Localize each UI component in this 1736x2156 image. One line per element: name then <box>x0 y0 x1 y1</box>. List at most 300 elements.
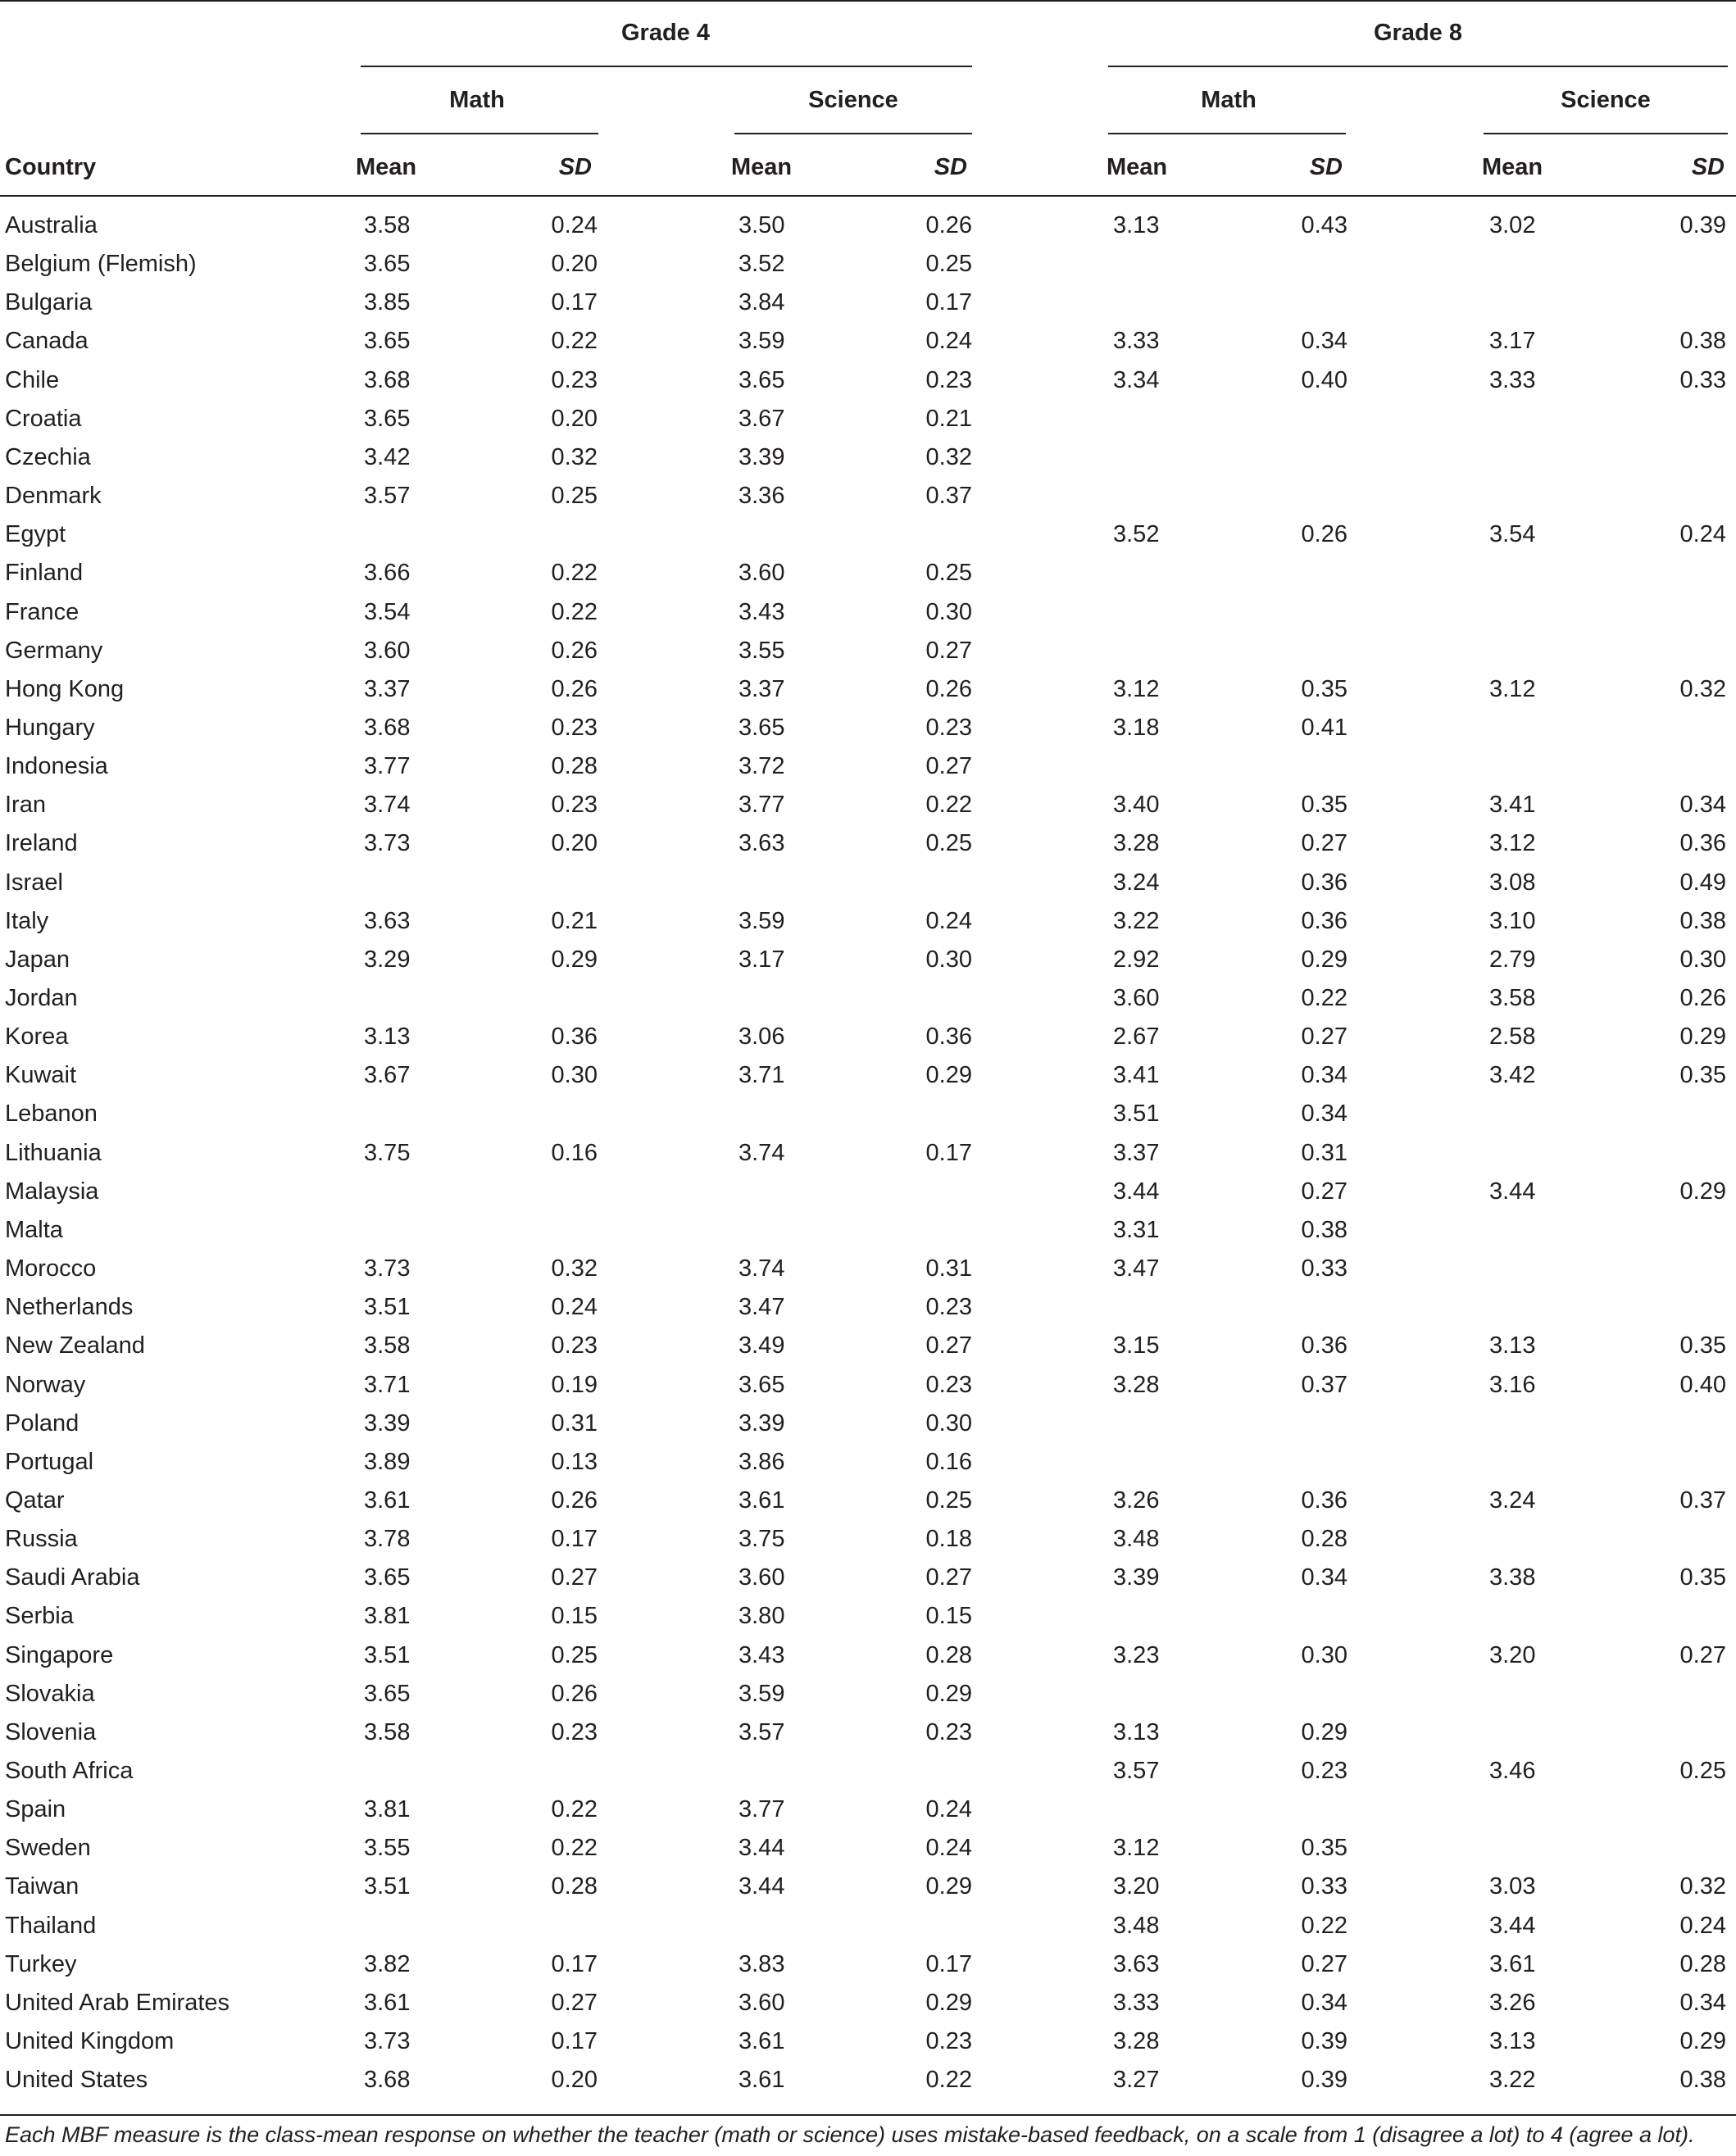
cell-g4-science-mean: 3.77 <box>738 1796 785 1822</box>
header-country: Country <box>5 154 97 180</box>
cell-country: Korea <box>5 1024 69 1050</box>
cell-g4-science-mean: 3.83 <box>738 1951 785 1977</box>
rule-g8-science <box>1484 133 1728 134</box>
cell-g4-science-mean: 3.74 <box>738 1140 785 1166</box>
cell-g4-math-sd: 0.32 <box>551 1255 598 1282</box>
cell-g4-math-sd: 0.28 <box>551 1873 598 1900</box>
cell-g4-science-sd: 0.30 <box>925 599 972 625</box>
cell-g8-math-mean: 3.23 <box>1113 1642 1160 1668</box>
cell-g8-math-sd: 0.22 <box>1301 1913 1347 1939</box>
cell-g8-math-mean: 2.67 <box>1113 1024 1160 1050</box>
cell-g4-math-mean: 3.37 <box>364 676 411 702</box>
cell-g8-math-mean: 3.40 <box>1113 792 1160 818</box>
cell-g4-math-sd: 0.23 <box>551 1332 598 1359</box>
header-g8-science: Science <box>1561 87 1651 113</box>
cell-g8-science-mean: 3.24 <box>1489 1487 1536 1514</box>
cell-country: Turkey <box>5 1951 77 1977</box>
cell-g8-science-sd: 0.30 <box>1679 946 1726 973</box>
cell-g4-science-sd: 0.27 <box>925 1564 972 1591</box>
cell-country: Russia <box>5 1526 78 1552</box>
cell-g8-math-sd: 0.33 <box>1301 1255 1347 1282</box>
cell-g4-math-mean: 3.75 <box>364 1140 411 1166</box>
cell-g8-math-mean: 3.52 <box>1113 521 1160 547</box>
cell-g4-math-mean: 3.73 <box>364 2028 411 2054</box>
cell-country: Bulgaria <box>5 289 93 315</box>
cell-country: Australia <box>5 212 98 238</box>
cell-g4-math-sd: 0.20 <box>551 2067 598 2093</box>
cell-g4-math-sd: 0.19 <box>551 1372 598 1398</box>
cell-g8-math-mean: 3.41 <box>1113 1062 1160 1088</box>
cell-g8-math-mean: 3.44 <box>1113 1178 1160 1205</box>
cell-g8-math-sd: 0.31 <box>1301 1140 1347 1166</box>
cell-country: United Arab Emirates <box>5 1990 230 2016</box>
cell-g4-science-mean: 3.37 <box>738 676 785 702</box>
cell-g4-math-mean: 3.54 <box>364 599 411 625</box>
cell-g4-math-sd: 0.25 <box>551 483 598 509</box>
cell-g8-math-sd: 0.34 <box>1301 1990 1347 2016</box>
cell-g8-math-sd: 0.27 <box>1301 830 1347 856</box>
cell-g4-math-mean: 3.65 <box>364 406 411 432</box>
cell-g8-science-sd: 0.28 <box>1679 1951 1726 1977</box>
cell-g4-science-sd: 0.21 <box>925 406 972 432</box>
cell-g4-math-mean: 3.58 <box>364 212 411 238</box>
cell-g8-math-mean: 3.28 <box>1113 2028 1160 2054</box>
cell-country: Singapore <box>5 1642 114 1668</box>
cell-g4-science-sd: 0.22 <box>925 792 972 818</box>
cell-country: Malaysia <box>5 1178 99 1205</box>
header-g4-math: Math <box>449 87 505 113</box>
cell-g4-science-sd: 0.29 <box>925 1681 972 1707</box>
cell-g8-math-mean: 3.13 <box>1113 212 1160 238</box>
cell-g4-science-sd: 0.30 <box>925 1410 972 1437</box>
cell-g8-math-sd: 0.35 <box>1301 1835 1347 1861</box>
cell-g8-science-mean: 3.03 <box>1489 1873 1536 1900</box>
cell-g8-science-sd: 0.38 <box>1679 908 1726 934</box>
cell-g4-math-sd: 0.24 <box>551 212 598 238</box>
cell-country: Italy <box>5 908 49 934</box>
cell-g4-science-mean: 3.59 <box>738 328 785 354</box>
cell-g8-science-sd: 0.26 <box>1679 985 1726 1011</box>
cell-g4-science-sd: 0.27 <box>925 753 972 779</box>
cell-g4-science-sd: 0.25 <box>925 251 972 277</box>
cell-g4-science-mean: 3.43 <box>738 599 785 625</box>
cell-g8-science-mean: 3.44 <box>1489 1178 1536 1205</box>
cell-g4-math-mean: 3.65 <box>364 328 411 354</box>
cell-g4-science-sd: 0.22 <box>925 2067 972 2093</box>
cell-g4-science-sd: 0.32 <box>925 444 972 470</box>
cell-g4-science-sd: 0.23 <box>925 367 972 393</box>
cell-g8-science-sd: 0.33 <box>1679 367 1726 393</box>
cell-country: Hungary <box>5 715 95 741</box>
cell-g4-science-sd: 0.30 <box>925 946 972 973</box>
cell-g4-math-sd: 0.22 <box>551 599 598 625</box>
cell-g4-science-mean: 3.61 <box>738 2028 785 2054</box>
header-g4-math-sd: SD <box>558 154 592 180</box>
cell-g8-science-mean: 3.13 <box>1489 1332 1536 1359</box>
cell-g4-science-mean: 3.39 <box>738 1410 785 1437</box>
cell-country: Thailand <box>5 1913 97 1939</box>
cell-g8-math-sd: 0.23 <box>1301 1758 1347 1784</box>
cell-country: South Africa <box>5 1758 134 1784</box>
cell-g4-math-sd: 0.21 <box>551 908 598 934</box>
cell-g8-math-sd: 0.34 <box>1301 328 1347 354</box>
cell-g4-science-mean: 3.36 <box>738 483 785 509</box>
cell-g8-science-mean: 3.16 <box>1489 1372 1536 1398</box>
header-g4-math-mean: Mean <box>356 154 417 180</box>
cell-country: Malta <box>5 1217 63 1243</box>
cell-g4-science-sd: 0.17 <box>925 1951 972 1977</box>
cell-g4-math-sd: 0.32 <box>551 444 598 470</box>
cell-g8-math-mean: 2.92 <box>1113 946 1160 973</box>
cell-g8-math-sd: 0.36 <box>1301 1332 1347 1359</box>
cell-g4-science-mean: 3.49 <box>738 1332 785 1359</box>
header-g8-math: Math <box>1201 87 1257 113</box>
rule-g4-science <box>734 133 972 134</box>
cell-g4-math-mean: 3.77 <box>364 753 411 779</box>
cell-g8-science-sd: 0.24 <box>1679 1913 1726 1939</box>
cell-g4-science-sd: 0.23 <box>925 1372 972 1398</box>
header-g8-science-mean: Mean <box>1482 154 1543 180</box>
cell-g4-math-sd: 0.28 <box>551 753 598 779</box>
rule-g4-math <box>361 133 598 134</box>
header-grade-8: Grade 8 <box>1374 20 1462 46</box>
cell-g4-math-sd: 0.22 <box>551 1796 598 1822</box>
cell-g4-science-mean: 3.65 <box>738 367 785 393</box>
cell-g4-math-mean: 3.55 <box>364 1835 411 1861</box>
cell-g4-science-mean: 3.17 <box>738 946 785 973</box>
cell-g8-science-mean: 3.33 <box>1489 367 1536 393</box>
cell-g4-science-mean: 3.47 <box>738 1294 785 1320</box>
cell-g8-math-mean: 3.28 <box>1113 830 1160 856</box>
cell-country: Morocco <box>5 1255 97 1282</box>
cell-g8-math-mean: 3.13 <box>1113 1719 1160 1745</box>
cell-g4-science-sd: 0.24 <box>925 908 972 934</box>
cell-g8-math-mean: 3.60 <box>1113 985 1160 1011</box>
cell-g4-math-mean: 3.51 <box>364 1873 411 1900</box>
cell-g8-math-mean: 3.48 <box>1113 1913 1160 1939</box>
cell-g8-math-sd: 0.35 <box>1301 676 1347 702</box>
cell-g8-science-mean: 3.61 <box>1489 1951 1536 1977</box>
cell-country: Ireland <box>5 830 78 856</box>
header-g8-math-sd: SD <box>1309 154 1343 180</box>
cell-g8-math-sd: 0.40 <box>1301 367 1347 393</box>
cell-g8-math-sd: 0.35 <box>1301 792 1347 818</box>
cell-g8-math-sd: 0.29 <box>1301 1719 1347 1745</box>
header-g4-science: Science <box>808 87 898 113</box>
cell-g4-science-mean: 3.59 <box>738 1681 785 1707</box>
cell-g4-science-sd: 0.29 <box>925 1062 972 1088</box>
cell-g4-science-sd: 0.16 <box>925 1449 972 1475</box>
cell-g4-math-sd: 0.23 <box>551 792 598 818</box>
cell-g4-science-mean: 3.44 <box>738 1873 785 1900</box>
cell-g8-science-mean: 3.12 <box>1489 830 1536 856</box>
cell-g8-science-mean: 3.58 <box>1489 985 1536 1011</box>
cell-g4-science-sd: 0.17 <box>925 1140 972 1166</box>
cell-g4-science-mean: 3.50 <box>738 212 785 238</box>
cell-g4-math-mean: 3.85 <box>364 289 411 315</box>
cell-g8-science-sd: 0.34 <box>1679 1990 1726 2016</box>
cell-g4-science-mean: 3.61 <box>738 2067 785 2093</box>
cell-g8-math-mean: 3.37 <box>1113 1140 1160 1166</box>
cell-g8-math-sd: 0.29 <box>1301 946 1347 973</box>
cell-g8-science-sd: 0.32 <box>1679 676 1726 702</box>
cell-g8-math-sd: 0.36 <box>1301 869 1347 896</box>
cell-g8-math-mean: 3.27 <box>1113 2067 1160 2093</box>
cell-g8-science-mean: 3.12 <box>1489 676 1536 702</box>
cell-g4-math-sd: 0.16 <box>551 1140 598 1166</box>
cell-g8-science-sd: 0.25 <box>1679 1758 1726 1784</box>
cell-g4-science-sd: 0.29 <box>925 1873 972 1900</box>
cell-country: Indonesia <box>5 753 108 779</box>
cell-country: Lithuania <box>5 1140 102 1166</box>
cell-g8-science-sd: 0.27 <box>1679 1642 1726 1668</box>
cell-g8-science-mean: 3.08 <box>1489 869 1536 896</box>
cell-g8-math-mean: 3.48 <box>1113 1526 1160 1552</box>
cell-g4-math-sd: 0.13 <box>551 1449 598 1475</box>
cell-g4-science-sd: 0.27 <box>925 638 972 664</box>
cell-g8-math-sd: 0.34 <box>1301 1062 1347 1088</box>
cell-g8-math-sd: 0.34 <box>1301 1564 1347 1591</box>
cell-g8-math-mean: 3.15 <box>1113 1332 1160 1359</box>
cell-g8-math-sd: 0.34 <box>1301 1101 1347 1127</box>
cell-g4-math-mean: 3.82 <box>364 1951 411 1977</box>
cell-g4-math-sd: 0.26 <box>551 1487 598 1514</box>
cell-country: Norway <box>5 1372 86 1398</box>
cell-g4-math-mean: 3.67 <box>364 1062 411 1088</box>
top-rule <box>0 0 1736 2</box>
cell-g8-math-mean: 3.24 <box>1113 869 1160 896</box>
cell-g4-math-sd: 0.17 <box>551 289 598 315</box>
cell-g8-science-sd: 0.29 <box>1679 1024 1726 1050</box>
cell-country: France <box>5 599 80 625</box>
cell-g4-math-sd: 0.31 <box>551 1410 598 1437</box>
cell-g8-math-mean: 3.20 <box>1113 1873 1160 1900</box>
cell-g8-science-sd: 0.37 <box>1679 1487 1726 1514</box>
cell-g8-science-mean: 3.38 <box>1489 1564 1536 1591</box>
cell-g4-math-mean: 3.42 <box>364 444 411 470</box>
cell-g8-science-sd: 0.40 <box>1679 1372 1726 1398</box>
cell-g4-science-sd: 0.25 <box>925 560 972 586</box>
cell-g4-math-mean: 3.58 <box>364 1332 411 1359</box>
cell-g8-science-sd: 0.35 <box>1679 1564 1726 1591</box>
cell-g8-math-sd: 0.27 <box>1301 1024 1347 1050</box>
cell-country: Spain <box>5 1796 66 1822</box>
cell-g4-math-mean: 3.61 <box>364 1990 411 2016</box>
cell-g4-math-mean: 3.74 <box>364 792 411 818</box>
cell-g8-science-mean: 3.42 <box>1489 1062 1536 1088</box>
cell-g4-science-mean: 3.63 <box>738 830 785 856</box>
cell-g8-math-sd: 0.33 <box>1301 1873 1347 1900</box>
cell-g4-science-mean: 3.72 <box>738 753 785 779</box>
cell-g4-math-mean: 3.57 <box>364 483 411 509</box>
cell-country: United Kingdom <box>5 2028 175 2054</box>
cell-g4-math-mean: 3.51 <box>364 1642 411 1668</box>
cell-g8-math-sd: 0.41 <box>1301 715 1347 741</box>
cell-g8-science-mean: 3.02 <box>1489 212 1536 238</box>
cell-g4-math-mean: 3.68 <box>364 2067 411 2093</box>
header-g8-math-mean: Mean <box>1107 154 1168 180</box>
cell-g4-math-sd: 0.22 <box>551 328 598 354</box>
cell-g4-math-sd: 0.26 <box>551 676 598 702</box>
cell-g4-science-sd: 0.15 <box>925 1603 972 1629</box>
cell-g8-math-mean: 3.47 <box>1113 1255 1160 1282</box>
cell-g8-science-sd: 0.35 <box>1679 1332 1726 1359</box>
cell-g8-science-sd: 0.38 <box>1679 2067 1726 2093</box>
cell-g4-science-mean: 3.75 <box>738 1526 785 1552</box>
cell-g4-math-sd: 0.17 <box>551 1526 598 1552</box>
cell-g8-math-mean: 3.33 <box>1113 1990 1160 2016</box>
cell-g4-math-mean: 3.29 <box>364 946 411 973</box>
cell-g4-science-sd: 0.36 <box>925 1024 972 1050</box>
cell-country: Canada <box>5 328 89 354</box>
rule-grade-8 <box>1108 66 1728 67</box>
cell-country: Egypt <box>5 521 66 547</box>
cell-g4-math-mean: 3.61 <box>364 1487 411 1514</box>
cell-g4-math-mean: 3.81 <box>364 1796 411 1822</box>
cell-g4-math-sd: 0.36 <box>551 1024 598 1050</box>
cell-g8-math-mean: 3.33 <box>1113 328 1160 354</box>
cell-g8-math-sd: 0.27 <box>1301 1951 1347 1977</box>
cell-g4-math-mean: 3.51 <box>364 1294 411 1320</box>
cell-country: Kuwait <box>5 1062 77 1088</box>
cell-g4-science-sd: 0.23 <box>925 715 972 741</box>
cell-g4-math-sd: 0.17 <box>551 1951 598 1977</box>
cell-g4-science-sd: 0.17 <box>925 289 972 315</box>
cell-g8-math-sd: 0.28 <box>1301 1526 1347 1552</box>
cell-g8-science-mean: 2.58 <box>1489 1024 1536 1050</box>
cell-g4-math-mean: 3.73 <box>364 830 411 856</box>
cell-country: Denmark <box>5 483 102 509</box>
cell-g4-science-mean: 3.74 <box>738 1255 785 1282</box>
cell-g4-science-mean: 3.44 <box>738 1835 785 1861</box>
cell-g4-science-mean: 3.71 <box>738 1062 785 1088</box>
cell-g4-science-mean: 3.60 <box>738 1990 785 2016</box>
cell-g4-science-mean: 3.65 <box>738 1372 785 1398</box>
cell-g8-math-mean: 3.28 <box>1113 1372 1160 1398</box>
cell-g4-math-mean: 3.71 <box>364 1372 411 1398</box>
cell-g4-science-mean: 3.52 <box>738 251 785 277</box>
cell-g8-science-mean: 3.17 <box>1489 328 1536 354</box>
cell-g4-science-sd: 0.23 <box>925 1294 972 1320</box>
header-grade-4: Grade 4 <box>621 20 710 46</box>
cell-country: Japan <box>5 946 70 973</box>
cell-g8-science-mean: 3.41 <box>1489 792 1536 818</box>
cell-g4-math-sd: 0.23 <box>551 1719 598 1745</box>
cell-g8-science-mean: 3.26 <box>1489 1990 1536 2016</box>
cell-g8-science-sd: 0.38 <box>1679 328 1726 354</box>
cell-g8-science-sd: 0.36 <box>1679 830 1726 856</box>
cell-g8-math-sd: 0.37 <box>1301 1372 1347 1398</box>
cell-country: Poland <box>5 1410 80 1437</box>
cell-g8-science-sd: 0.35 <box>1679 1062 1726 1088</box>
cell-g8-science-sd: 0.24 <box>1679 521 1726 547</box>
cell-g4-math-mean: 3.73 <box>364 1255 411 1282</box>
cell-g4-math-mean: 3.60 <box>364 638 411 664</box>
cell-g8-math-sd: 0.30 <box>1301 1642 1347 1668</box>
cell-g4-math-sd: 0.29 <box>551 946 598 973</box>
cell-g4-science-sd: 0.37 <box>925 483 972 509</box>
cell-g4-science-mean: 3.80 <box>738 1603 785 1629</box>
cell-g4-science-sd: 0.24 <box>925 1835 972 1861</box>
cell-g8-science-sd: 0.29 <box>1679 1178 1726 1205</box>
cell-g4-science-sd: 0.18 <box>925 1526 972 1552</box>
cell-g4-science-mean: 3.65 <box>738 715 785 741</box>
cell-g8-science-sd: 0.29 <box>1679 2028 1726 2054</box>
cell-g8-math-mean: 3.12 <box>1113 1835 1160 1861</box>
cell-g4-science-sd: 0.26 <box>925 676 972 702</box>
cell-g4-math-mean: 3.13 <box>364 1024 411 1050</box>
cell-g8-math-sd: 0.39 <box>1301 2067 1347 2093</box>
cell-g4-math-sd: 0.27 <box>551 1564 598 1591</box>
cell-g4-science-sd: 0.23 <box>925 2028 972 2054</box>
cell-g8-science-mean: 3.54 <box>1489 521 1536 547</box>
cell-country: Portugal <box>5 1449 94 1475</box>
cell-g4-math-mean: 3.58 <box>364 1719 411 1745</box>
cell-g8-math-mean: 3.18 <box>1113 715 1160 741</box>
cell-g8-math-mean: 3.51 <box>1113 1101 1160 1127</box>
cell-g8-science-sd: 0.39 <box>1679 212 1726 238</box>
cell-g4-science-mean: 3.67 <box>738 406 785 432</box>
cell-g8-math-sd: 0.38 <box>1301 1217 1347 1243</box>
cell-g4-math-sd: 0.26 <box>551 1681 598 1707</box>
cell-g8-math-sd: 0.39 <box>1301 2028 1347 2054</box>
cell-country: Iran <box>5 792 46 818</box>
cell-g8-math-mean: 3.26 <box>1113 1487 1160 1514</box>
cell-g4-science-mean: 3.60 <box>738 1564 785 1591</box>
cell-g4-math-sd: 0.27 <box>551 1990 598 2016</box>
cell-g4-math-sd: 0.30 <box>551 1062 598 1088</box>
cell-country: Germany <box>5 638 103 664</box>
cell-g4-math-sd: 0.22 <box>551 560 598 586</box>
cell-g8-math-mean: 3.63 <box>1113 1951 1160 1977</box>
cell-g4-math-sd: 0.23 <box>551 715 598 741</box>
cell-g4-science-sd: 0.29 <box>925 1990 972 2016</box>
cell-g8-math-mean: 3.12 <box>1113 676 1160 702</box>
cell-country: Saudi Arabia <box>5 1564 140 1591</box>
cell-g8-math-mean: 3.34 <box>1113 367 1160 393</box>
cell-g8-science-mean: 3.20 <box>1489 1642 1536 1668</box>
cell-g4-science-sd: 0.24 <box>925 1796 972 1822</box>
cell-g4-math-mean: 3.39 <box>364 1410 411 1437</box>
cell-g8-science-mean: 2.79 <box>1489 946 1536 973</box>
cell-g8-math-mean: 3.57 <box>1113 1758 1160 1784</box>
cell-g8-science-mean: 3.44 <box>1489 1913 1536 1939</box>
cell-g4-science-mean: 3.06 <box>738 1024 785 1050</box>
cell-country: United States <box>5 2067 148 2093</box>
cell-country: New Zealand <box>5 1332 145 1359</box>
rule-g8-math <box>1108 133 1346 134</box>
cell-g4-science-mean: 3.60 <box>738 560 785 586</box>
cell-country: Czechia <box>5 444 91 470</box>
cell-g8-math-mean: 3.31 <box>1113 1217 1160 1243</box>
header-g4-science-sd: SD <box>934 154 967 180</box>
cell-g4-math-mean: 3.66 <box>364 560 411 586</box>
cell-g4-math-mean: 3.63 <box>364 908 411 934</box>
cell-country: Croatia <box>5 406 82 432</box>
cell-country: Finland <box>5 560 84 586</box>
cell-g4-science-mean: 3.84 <box>738 289 785 315</box>
cell-g4-math-sd: 0.15 <box>551 1603 598 1629</box>
cell-country: Jordan <box>5 985 78 1011</box>
cell-g4-science-mean: 3.86 <box>738 1449 785 1475</box>
cell-country: Sweden <box>5 1835 91 1861</box>
cell-g4-math-sd: 0.20 <box>551 406 598 432</box>
cell-country: Serbia <box>5 1603 74 1629</box>
cell-country: Taiwan <box>5 1873 80 1900</box>
cell-g8-math-sd: 0.27 <box>1301 1178 1347 1205</box>
cell-g8-math-mean: 3.39 <box>1113 1564 1160 1591</box>
cell-country: Israel <box>5 869 63 896</box>
